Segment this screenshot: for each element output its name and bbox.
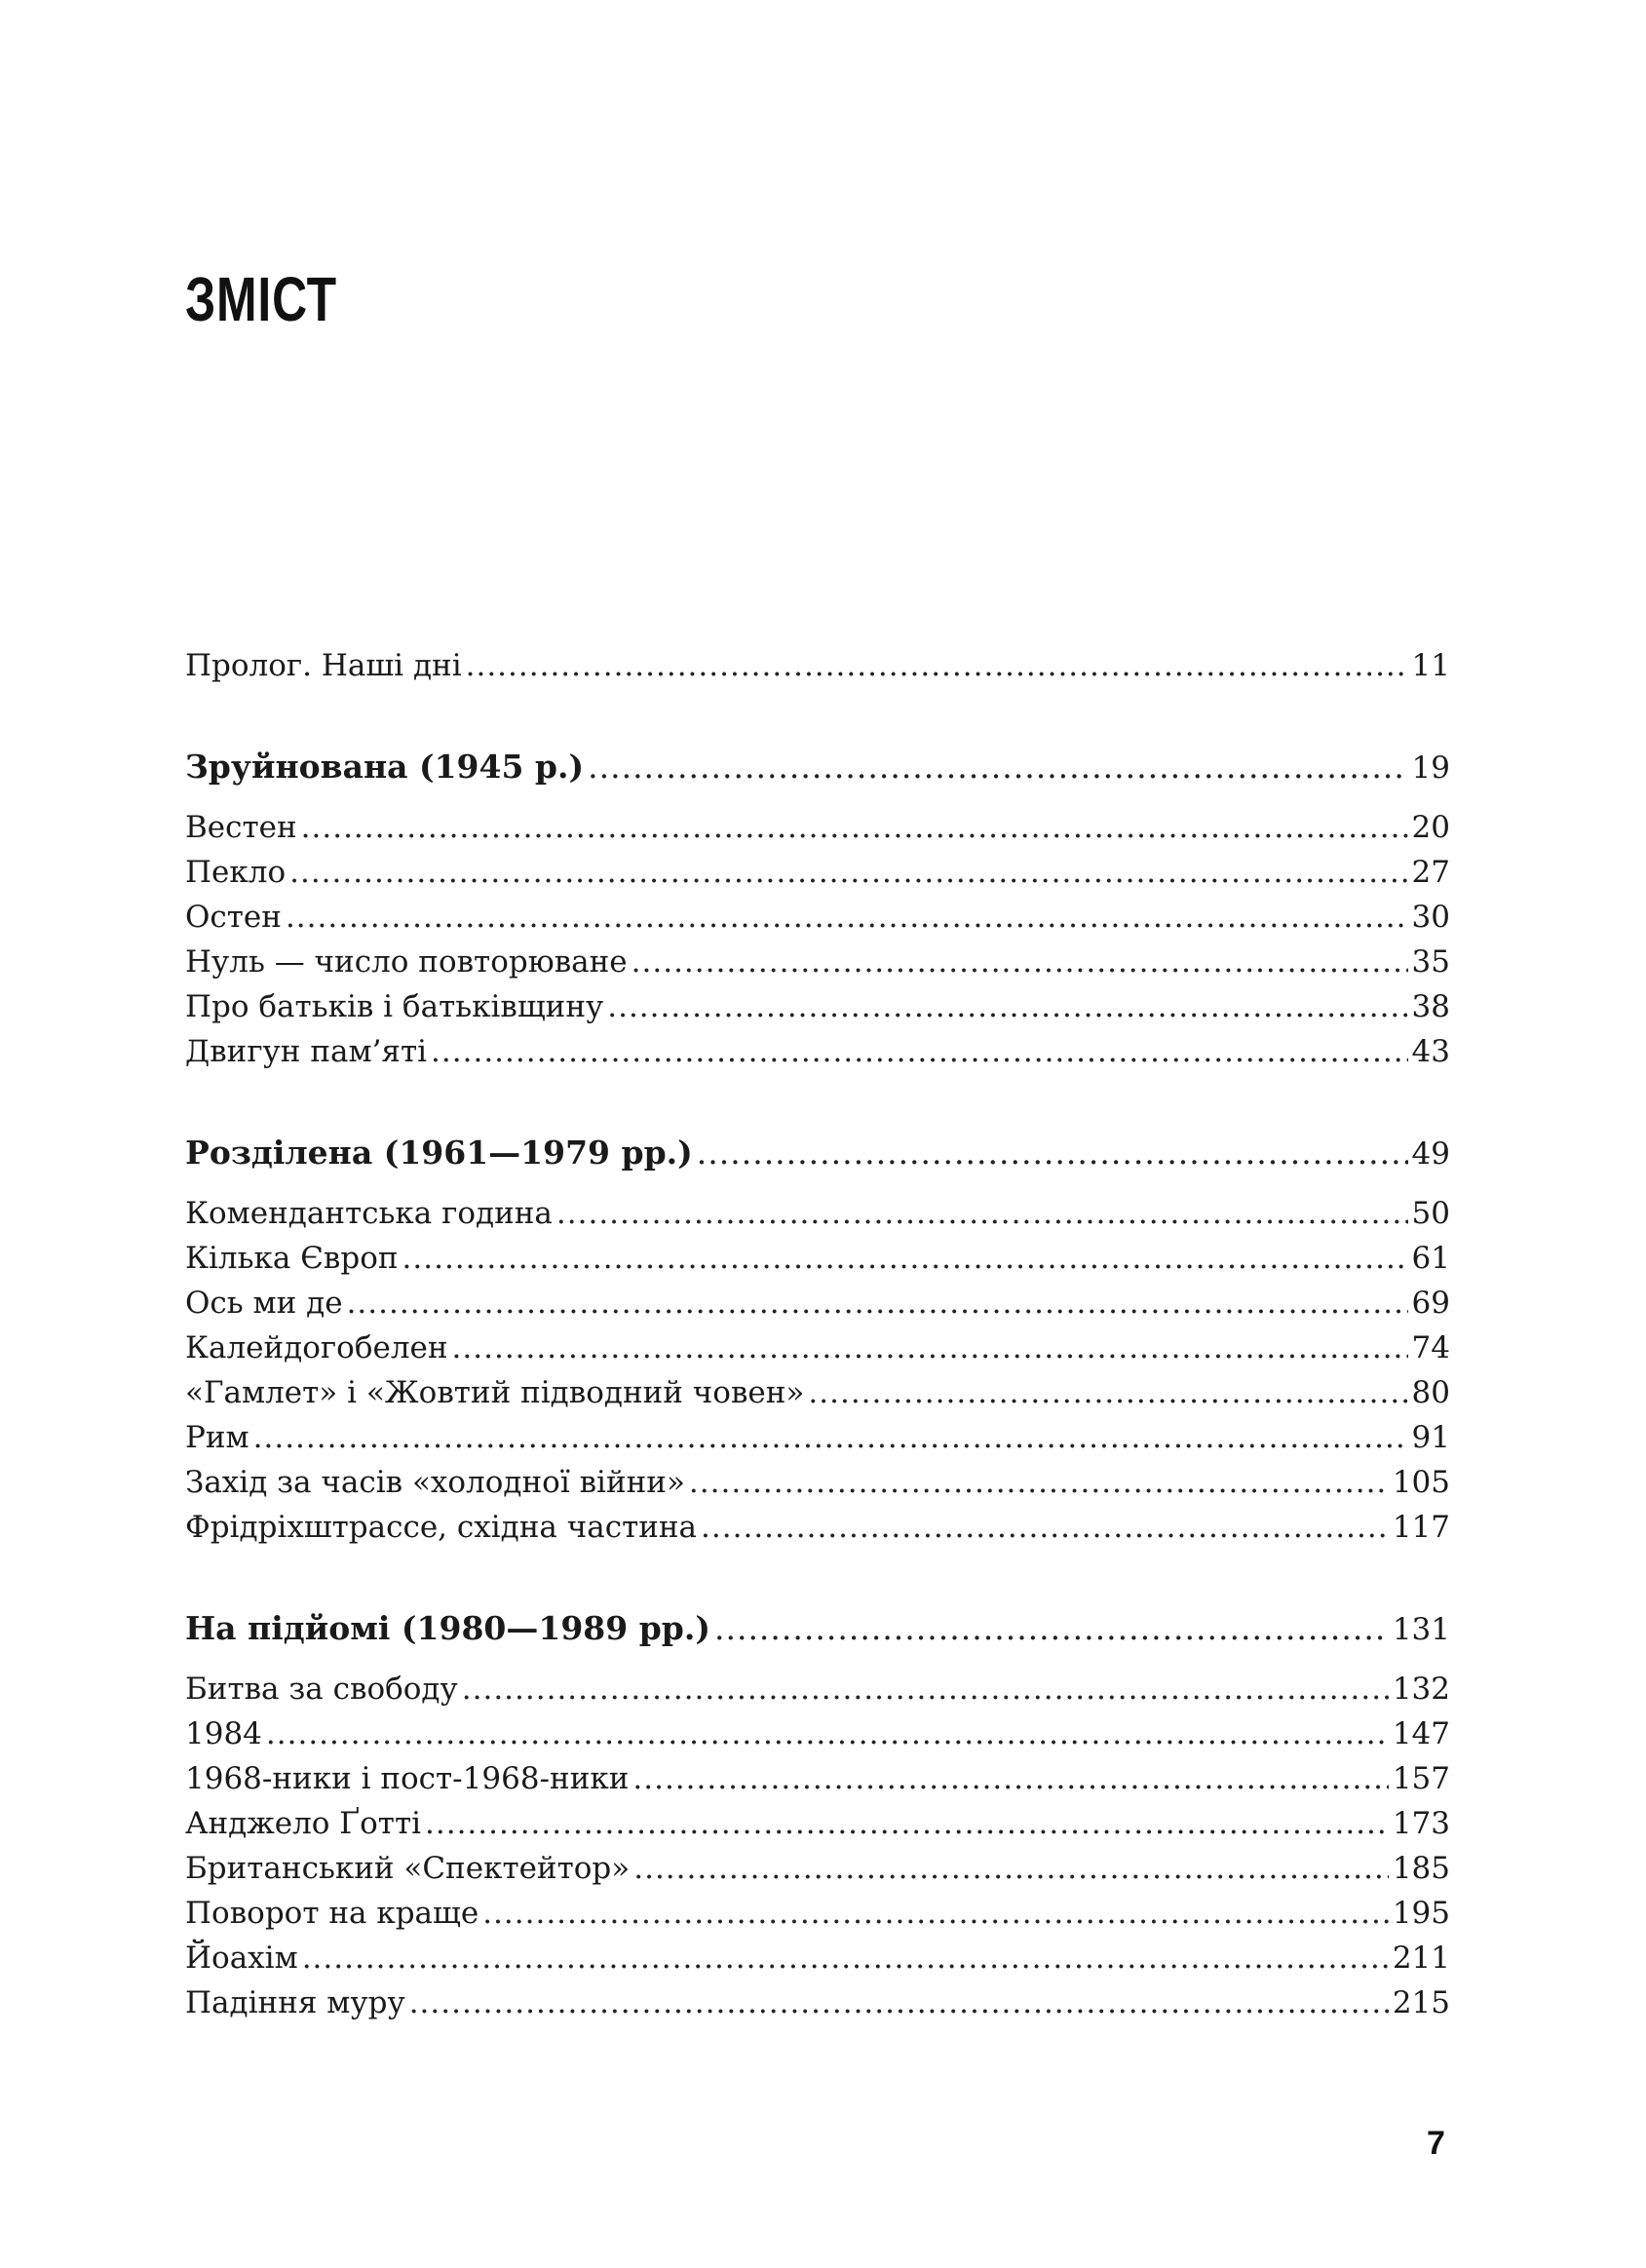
toc-entry-label: Падіння муру bbox=[185, 1985, 405, 2020]
toc-entry bbox=[185, 1756, 1450, 1801]
toc-entry-label: Анджело Ґотті bbox=[185, 1806, 422, 1841]
toc-part-page: 49 bbox=[1411, 1136, 1450, 1172]
dot-leader bbox=[607, 984, 1407, 1029]
dot-leader bbox=[556, 1191, 1408, 1236]
toc-entry bbox=[185, 1846, 1450, 1891]
table-of-contents bbox=[185, 643, 1450, 2025]
toc-part-heading bbox=[185, 745, 1450, 789]
toc-entry-page: 185 bbox=[1392, 1851, 1450, 1886]
toc-entry-label: Рим bbox=[185, 1420, 249, 1455]
toc-entry bbox=[185, 1936, 1450, 1980]
dot-leader bbox=[431, 1029, 1408, 1074]
toc-entry-label: 1984 bbox=[185, 1716, 262, 1751]
toc-entry bbox=[185, 1281, 1450, 1326]
dot-leader bbox=[266, 1711, 1389, 1756]
toc-entry-page: 91 bbox=[1411, 1420, 1450, 1455]
toc-entry-page: 38 bbox=[1411, 989, 1450, 1024]
dot-leader bbox=[286, 895, 1408, 940]
toc-part-heading bbox=[185, 1606, 1450, 1651]
dot-leader bbox=[425, 1801, 1389, 1846]
toc-entry-label: Нуль — число повторюване bbox=[185, 944, 628, 980]
dot-leader bbox=[588, 745, 1407, 789]
dot-leader bbox=[714, 1606, 1389, 1651]
toc-entry bbox=[185, 1236, 1450, 1281]
toc-entry-label: Фрідріхштрассе, східна частина bbox=[185, 1510, 698, 1545]
toc-entry bbox=[185, 1326, 1450, 1370]
toc-entry-label: Захід за часів «холодної війни» bbox=[185, 1465, 685, 1500]
dot-leader bbox=[633, 1846, 1389, 1891]
toc-entry-label: Пекло bbox=[185, 855, 287, 890]
toc-entry-label: Вестен bbox=[185, 810, 297, 845]
toc-entry-label: Британський «Спектейтор» bbox=[185, 1851, 631, 1886]
toc-entry bbox=[185, 940, 1450, 984]
toc-entry-label: Двигун пам’яті bbox=[185, 1034, 428, 1069]
toc-entry bbox=[185, 1370, 1450, 1415]
toc-entry-page: 50 bbox=[1411, 1196, 1450, 1231]
toc-entry-page: 80 bbox=[1411, 1375, 1450, 1410]
dot-leader bbox=[697, 1131, 1408, 1175]
toc-entry-page: 157 bbox=[1392, 1761, 1450, 1796]
dot-leader bbox=[701, 1505, 1389, 1550]
toc-entry-page: 27 bbox=[1411, 855, 1450, 890]
toc-entry bbox=[185, 1801, 1450, 1846]
toc-entry-label: Пролог. Наші дні bbox=[185, 648, 462, 683]
toc-entry bbox=[185, 1711, 1450, 1756]
toc-entry bbox=[185, 1460, 1450, 1505]
page-title: ЗМІСТ bbox=[185, 264, 337, 334]
toc-entry-page: 117 bbox=[1392, 1510, 1450, 1545]
dot-leader bbox=[301, 805, 1408, 850]
toc-part-heading bbox=[185, 1131, 1450, 1175]
dot-leader bbox=[302, 1936, 1389, 1980]
dot-leader bbox=[409, 1980, 1389, 2025]
toc-part-page: 131 bbox=[1392, 1612, 1450, 1647]
dot-leader bbox=[632, 940, 1408, 984]
toc-entry-label: Комендантська година bbox=[185, 1196, 553, 1231]
toc-part-label: Розділена (1961—1979 рр.) bbox=[185, 1134, 693, 1172]
toc-part-label: На підйомі (1980—1989 рр.) bbox=[185, 1609, 710, 1647]
toc-entry bbox=[185, 984, 1450, 1029]
dot-leader bbox=[253, 1415, 1408, 1460]
dot-leader bbox=[482, 1891, 1389, 1936]
toc-entry bbox=[185, 1891, 1450, 1936]
page-number: 7 bbox=[1427, 2125, 1445, 2162]
toc-entry bbox=[185, 1980, 1450, 2025]
toc-entry bbox=[185, 805, 1450, 850]
dot-leader bbox=[462, 1667, 1389, 1711]
toc-entry-page: 35 bbox=[1411, 944, 1450, 980]
toc-entry-page: 61 bbox=[1411, 1241, 1450, 1276]
dot-leader bbox=[466, 643, 1408, 688]
toc-part-label: Зруйнована (1945 р.) bbox=[185, 748, 585, 786]
toc-entry bbox=[185, 1505, 1450, 1550]
toc-entry-page: 20 bbox=[1411, 810, 1450, 845]
toc-entry-page: 74 bbox=[1411, 1330, 1450, 1365]
toc-part-page: 19 bbox=[1411, 750, 1450, 786]
dot-leader bbox=[689, 1460, 1389, 1505]
toc-entry bbox=[185, 850, 1450, 895]
toc-entry bbox=[185, 1029, 1450, 1074]
dot-leader bbox=[289, 850, 1407, 895]
toc-entry-label: Остен bbox=[185, 900, 282, 935]
toc-entry-page: 195 bbox=[1392, 1896, 1450, 1931]
toc-entry-page: 43 bbox=[1411, 1034, 1450, 1069]
toc-entry-page: 132 bbox=[1392, 1672, 1450, 1707]
toc-entry-page: 211 bbox=[1392, 1941, 1450, 1976]
toc-entry-label: Калейдогобелен bbox=[185, 1330, 448, 1365]
dot-leader bbox=[402, 1236, 1408, 1281]
dot-leader bbox=[452, 1326, 1408, 1370]
toc-entry-page: 69 bbox=[1411, 1286, 1450, 1321]
toc-entry-label: Про батьків і батьківщину bbox=[185, 989, 604, 1024]
toc-entry-page: 11 bbox=[1411, 648, 1450, 683]
toc-entry bbox=[185, 1415, 1450, 1460]
dot-leader bbox=[347, 1281, 1408, 1326]
toc-entry-label: Кілька Європ bbox=[185, 1241, 399, 1276]
toc-entry-page: 105 bbox=[1392, 1465, 1450, 1500]
toc-entry-label: «Гамлет» і «Жовтий підводний човен» bbox=[185, 1375, 805, 1410]
toc-entry-label: 1968-ники і пост-1968-ники bbox=[185, 1761, 630, 1796]
toc-entry-label: Йоахім bbox=[185, 1941, 298, 1976]
toc-entry-prologue bbox=[185, 643, 1450, 688]
toc-entry-page: 147 bbox=[1392, 1716, 1450, 1751]
toc-entry bbox=[185, 1191, 1450, 1236]
toc-entry bbox=[185, 1667, 1450, 1711]
toc-entry-page: 215 bbox=[1392, 1985, 1450, 2020]
toc-entry-label: Битва за свободу bbox=[185, 1672, 458, 1707]
dot-leader bbox=[808, 1370, 1407, 1415]
toc-entry-label: Ось ми де bbox=[185, 1286, 343, 1321]
dot-leader bbox=[632, 1756, 1388, 1801]
toc-entry-page: 30 bbox=[1411, 900, 1450, 935]
toc-entry bbox=[185, 895, 1450, 940]
toc-entry-page: 173 bbox=[1392, 1806, 1450, 1841]
toc-entry-label: Поворот на краще bbox=[185, 1896, 479, 1931]
